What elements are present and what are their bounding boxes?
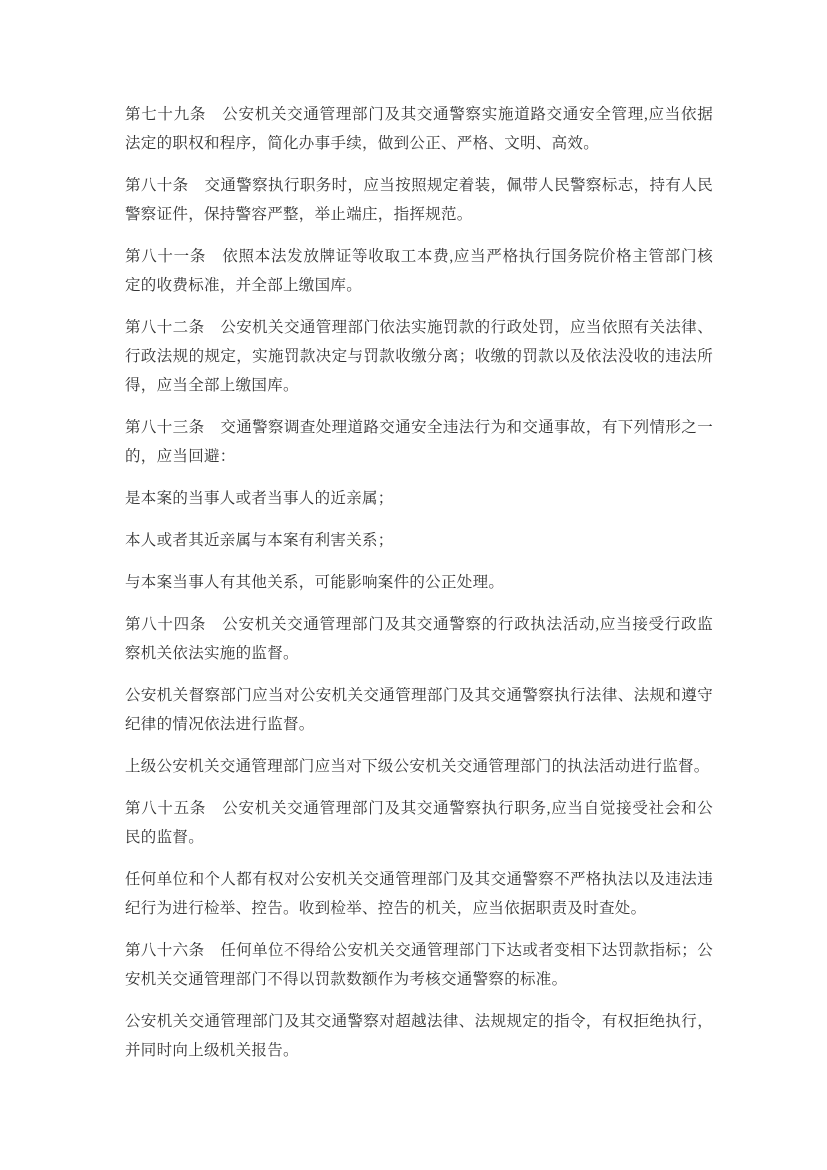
article-84-clause-2: 公安机关督察部门应当对公安机关交通管理部门及其交通警察执行法律、法规和遵守纪律的情况依法进行监督。 xyxy=(125,687,713,733)
article-84-clause-3: 上级公安机关交通管理部门应当对下级公安机关交通管理部门的执法活动进行监督。 xyxy=(125,758,710,775)
article-84-clause-1: 第八十四条 公安机关交通管理部门及其交通警察的行政执法活动,应当接受行政监察机关依法实施的监督。 xyxy=(125,616,713,662)
article-83-intro: 第八十三条 交通警察调查处理道路交通安全违法行为和交通事故，有下列情形之一的，应当回避： xyxy=(125,419,713,465)
article-86-clause-2: 公安机关交通管理部门及其交通警察对超越法律、法规规定的指令，有权拒绝执行，并同时向上级机关报告。 xyxy=(125,1013,713,1059)
article-79: 第七十九条 公安机关交通管理部门及其交通警察实施道路交通安全管理,应当依据法定的职权和程序，简化办事手续，做到公正、严格、文明、高效。 xyxy=(125,106,713,152)
article-85-clause-2: 任何单位和个人都有权对公安机关交通管理部门及其交通警察不严格执法以及违法违纪行为进行检举、控告。收到检举、控告的机关，应当依据职责及时查处。 xyxy=(125,871,713,917)
article-83-item-2: 本人或者其近亲属与本案有利害关系； xyxy=(125,532,394,549)
article-81: 第八十一条 依照本法发放牌证等收取工本费,应当严格执行国务院价格主管部门核定的收费标准，并全部上缴国库。 xyxy=(125,248,713,294)
article-85-clause-1: 第八十五条 公安机关交通管理部门及其交通警察执行职务,应当自觉接受社会和公民的监督。 xyxy=(125,800,713,846)
article-83-item-3: 与本案当事人有其他关系，可能影响案件的公正处理。 xyxy=(125,574,505,591)
article-83-item-1: 是本案的当事人或者当事人的近亲属； xyxy=(125,490,394,507)
article-80: 第八十条 交通警察执行职务时，应当按照规定着装，佩带人民警察标志，持有人民警察证件，保持警容严整，举止端庄，指挥规范。 xyxy=(125,177,713,223)
article-82: 第八十二条 公安机关交通管理部门依法实施罚款的行政处罚，应当依照有关法律、行政法规的规定，实施罚款决定与罚款收缴分离；收缴的罚款以及依法没收的违法所得，应当全部上缴国库。 xyxy=(125,319,713,394)
article-86-clause-1: 第八十六条 任何单位不得给公安机关交通管理部门下达或者变相下达罚款指标；公安机关交通管理部门不得以罚款数额作为考核交通警察的标准。 xyxy=(125,942,713,988)
